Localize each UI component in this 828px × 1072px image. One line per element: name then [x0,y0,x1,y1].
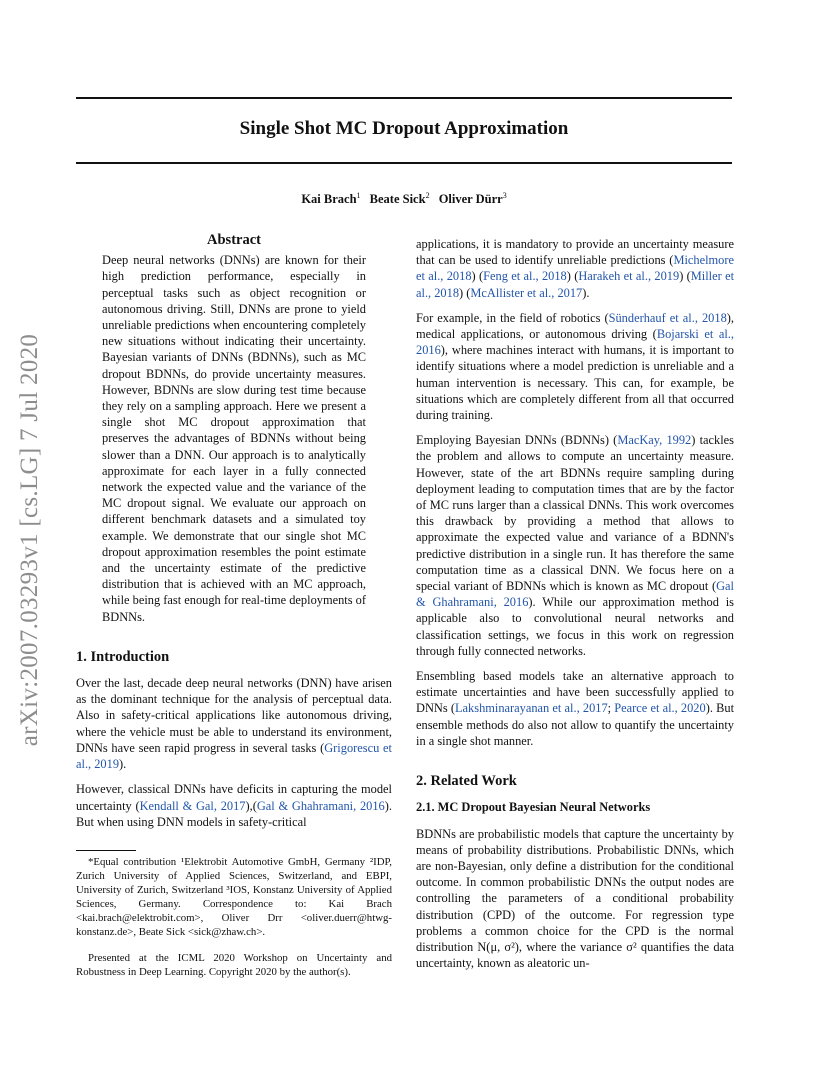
abstract-heading: Abstract [207,232,261,248]
author: Beate Sick$^2$ [369,191,430,207]
citation-link[interactable]: Kendall & Gal, 2017 [139,798,246,813]
citation-link[interactable]: Harakeh et al., 2019 [578,269,680,284]
citation-link[interactable]: Gal & Ghahramani, 2016 [256,798,385,813]
body-paragraph: Employing Bayesian DNNs (BDNNs) (MacKay, 1992) tackles the problem and allows to compute an uncertainty measure. However, state of the art BDNNs require sampling during deployment leading to computation times that are by the factor of MC runs larger than a classical DNNs. This work overcomes this drawback by providing a method that allows to approximate the expected value and variance of a BDNN's predictive distribution in a single run. It has therefore the same computation time as a classical DNN. We focus here on a special variant of BDNNs which is known as MC dropout (Gal & Ghahramani, 2016). While our approximation method is applicable also to convolutional neural networks and classification settings, we focus in this work on regression through fully connected networks. [416,433,735,658]
author: Oliver Dürr$^3$ [438,191,507,207]
citation-link[interactable]: Sünderhauf et al., 2018 [608,310,727,325]
paper-title: Single Shot MC Dropout Approximation [239,118,569,139]
introduction-heading: 1. Introduction [76,648,170,665]
citation-link[interactable]: Michelmore et al., 2018 [416,253,734,284]
arxiv-sidenote [16,300,44,780]
related-work-heading: 2. Related Work [416,773,517,790]
title-rule-bottom [76,162,732,164]
footnote [76,850,392,979]
body-paragraph: For example, in the field of robotics (Sünderhauf et al., 2018), medical applications, or autonomous driving (Bojarski et al., 2016), where machines interact with humans, it is important to identify situations where a model prediction is unreliable and a human intervention is necessary. This can, for example, be situations which are completely different from all that occurred during training. [416,310,735,423]
author: Kai Brach$^1$ [301,191,361,207]
body-paragraph: Ensembling based models take an alternative approach to estimate uncertainties and have been successfully applied to DNNs (Lakshminarayanan et al., 2017; Pearce et al., 2020). But ensemble methods do also not allow to quantify the uncertainty in a single shot manner. [416,669,735,748]
footnote-rule [76,850,136,851]
body-paragraph: applications, it is mandatory to provide an uncertainty measure that can be used to identify unreliable predictions (Michelmore et al., 2018) (Feng et al., 2018) (Harakeh et al., 2019) (Miller et al., 2018) (McAllister et al., 2017). [416,237,735,300]
intro-paragraph: Over the last, decade deep neural networks (DNN) have arisen as the dominant technique for the analysis of perceptual data. Also in safety-critical applications like autonomous driving, where the vehicle must be able to understand its environment, DNNs have seen rapid progress in several tasks (Grigorescu et al., 2019). [76,676,392,772]
affiliations-footnote: *Equal contribution ¹Elektrobit Automotive GmbH, Germany ²IDP, Zurich University of Applied Sciences, Switzerland, and EBPI, University of Zurich, Switzerland ³IOS, Konstanz University of Applied Sciences, Germany. Correspondence to: Kai Brach <kai.brach@elektrobit.com>, Oliver Drr <oliver.duerr@htwg-konstanz.de>, Beate Sick <sick@zhaw.ch>. [76,856,392,938]
citation-link[interactable]: Lakshminarayanan et al., 2017 [454,701,608,716]
citation-link[interactable]: Pearce et al., 2020 [614,701,706,716]
citation-link[interactable]: Grigorescu et al., 2019 [76,740,392,772]
subsection-heading: 2.1. MC Dropout Bayesian Neural Networks [416,800,651,815]
citation-link[interactable]: Bojarski et al., 2016 [416,327,734,358]
body-paragraph: BDNNs are probabilistic models that capture the uncertainty by means of probability distributions. Probabilistic DNNs, which are non-Bayesian, only define a distribution for the conditional outcome. In common probabilistic DNNs the output nodes are controlling the parameters of a conditional probability distribution (CPD) of the outcome. For regression type problems a common choice for the CPD is the normal distribution N(μ, σ²), where the variance σ² quantifies the data uncertainty, known as aleatoric un- [416,826,734,971]
left-column [76,232,392,839]
abstract-text: Deep neural networks (DNNs) are known for their high prediction performance, especially in perceptual tasks such as object recognition or autonomous driving. Still, DNNs are prone to yield unreliable predictions when encountering completely new situations without indicating their uncertainty. Bayesian variants of DNNs (BDNNs), such as MC dropout BDNNs, do provide uncertainty measures. However, BDNNs are slow during test time because they rely on a sampling approach. Here we present a single shot MC dropout approximation that preserves the advantages of BDNNs without being slower than a DNN. Our approach is to analytically approximate for each layer in a fully connected network the expected value and the variance of the MC dropout signal. We evaluate our approach on different benchmark datasets and a simulated toy example. We demonstrate that our single shot MC dropout approximation resembles the point estimate and the uncertainty estimate of the predictive distribution that is achieved with an MC approach, while being fast enough for real-time deployments of BDNNs. [102,253,366,624]
title-rule-top [76,97,732,99]
author-list [76,191,732,207]
citation-link[interactable]: Gal & Ghahramani, 2016 [416,579,734,610]
citation-link[interactable]: Miller et al., 2018 [416,269,735,300]
intro-paragraph: However, classical DNNs have deficits in capturing the model uncertainty (Kendall & Gal, 2017),(Gal & Ghahramani, 2016). But when using DNN models in safety-critical [76,782,392,829]
citation-link[interactable]: Feng et al., 2018 [483,269,567,284]
citation-link[interactable]: MacKay, 1992 [617,433,692,448]
citation-link[interactable]: McAllister et al., 2017 [470,285,583,300]
venue-note: Presented at the ICML 2020 Workshop on Uncertainty and Robustness in Deep Learning. Copyright 2020 by the author(s). [76,952,392,978]
right-column [416,236,734,980]
arxiv-identifier: arXiv:2007.03293v1 [cs.LG] 7 Jul 2020 [16,333,43,747]
